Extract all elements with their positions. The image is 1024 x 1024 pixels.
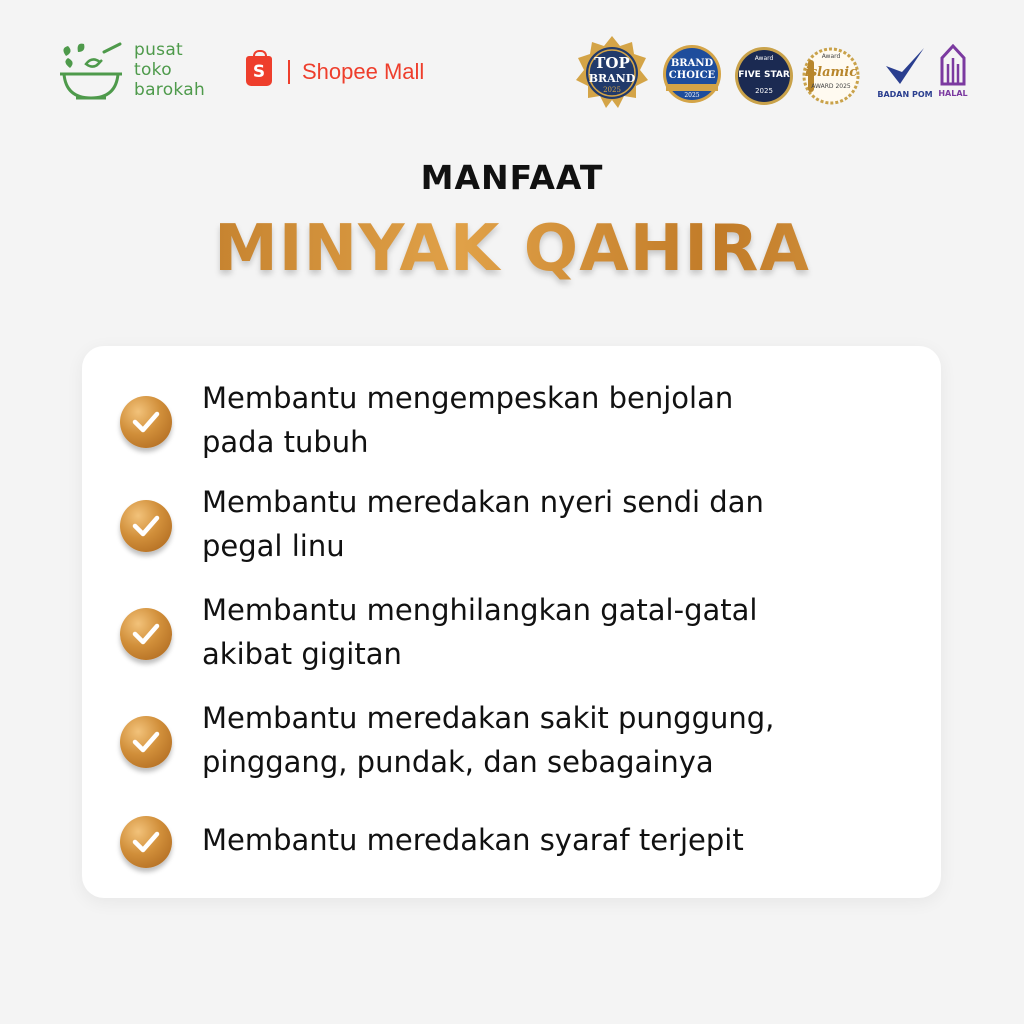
islamic-top: Award <box>821 53 841 60</box>
check-icon <box>120 716 172 768</box>
benefit-line: pada tubuh <box>202 425 369 459</box>
benefit-text <box>202 480 882 568</box>
bowl-leaf-icon <box>56 42 126 104</box>
top-brand-year: 2025 <box>603 86 621 94</box>
logo-word-toko: toko <box>134 60 172 80</box>
halal-label: HALAL <box>938 89 968 98</box>
five-star-year: 2025 <box>755 87 773 95</box>
shopee-mall-logo <box>246 56 446 90</box>
benefit-line: Membantu meredakan nyeri sendi dan <box>202 485 764 519</box>
benefit-line: Membantu meredakan sakit punggung, <box>202 701 775 735</box>
benefit-text <box>202 588 882 676</box>
islamic-line1: islamic <box>804 65 858 80</box>
shopee-mall-label: Shopee Mall <box>302 59 425 84</box>
shopee-bag-icon: S <box>246 56 272 86</box>
badan-pom-label: BADAN POM <box>877 90 933 99</box>
check-icon <box>120 608 172 660</box>
halal-logo <box>934 44 972 106</box>
benefit-line: Membantu meredakan syaraf terjepit <box>202 823 744 857</box>
header <box>0 0 1024 150</box>
logo-word-pusat: pusat <box>134 40 184 60</box>
five-star-line1: FIVE STAR <box>738 70 790 80</box>
brand-choice-line1: BRAND <box>670 58 714 69</box>
brand-choice-year: 2025 <box>684 92 700 99</box>
check-icon <box>120 500 172 552</box>
top-brand-line2: BRAND <box>588 72 636 85</box>
logo-wordmark <box>134 40 205 100</box>
benefit-line: pegal linu <box>202 529 345 563</box>
benefits-card <box>82 346 941 898</box>
five-star-badge <box>734 46 794 106</box>
check-icon <box>120 816 172 868</box>
islamic-award-badge <box>802 46 860 106</box>
halal-emblem-icon <box>934 44 972 88</box>
five-star-top: Award <box>754 55 774 62</box>
logo-word-barokah: barokah <box>134 80 206 100</box>
top-brand-line1: TOP <box>594 54 630 72</box>
badan-pom-logo <box>876 46 934 106</box>
shopee-divider <box>288 60 290 84</box>
heading-small: MANFAAT <box>420 158 604 197</box>
benefit-line: Membantu mengempeskan benjolan <box>202 381 734 415</box>
benefit-text <box>202 818 882 862</box>
badan-pom-check-icon <box>876 46 934 90</box>
heading-product-name: MINYAK QAHIRA <box>0 212 1024 286</box>
top-brand-badge <box>572 34 652 114</box>
benefit-line: Membantu menghilangkan gatal-gatal <box>202 593 758 627</box>
benefit-line: pinggang, pundak, dan sebagainya <box>202 745 714 779</box>
award-badges <box>572 34 972 114</box>
islamic-line2: AWARD 2025 <box>811 83 851 90</box>
benefit-line: akibat gigitan <box>202 637 402 671</box>
benefit-text <box>202 376 882 464</box>
brand-choice-line2: CHOICE <box>668 70 716 81</box>
pusat-toko-barokah-logo <box>56 40 226 104</box>
benefit-text <box>202 696 882 784</box>
check-icon <box>120 396 172 448</box>
brand-choice-badge <box>662 44 722 104</box>
